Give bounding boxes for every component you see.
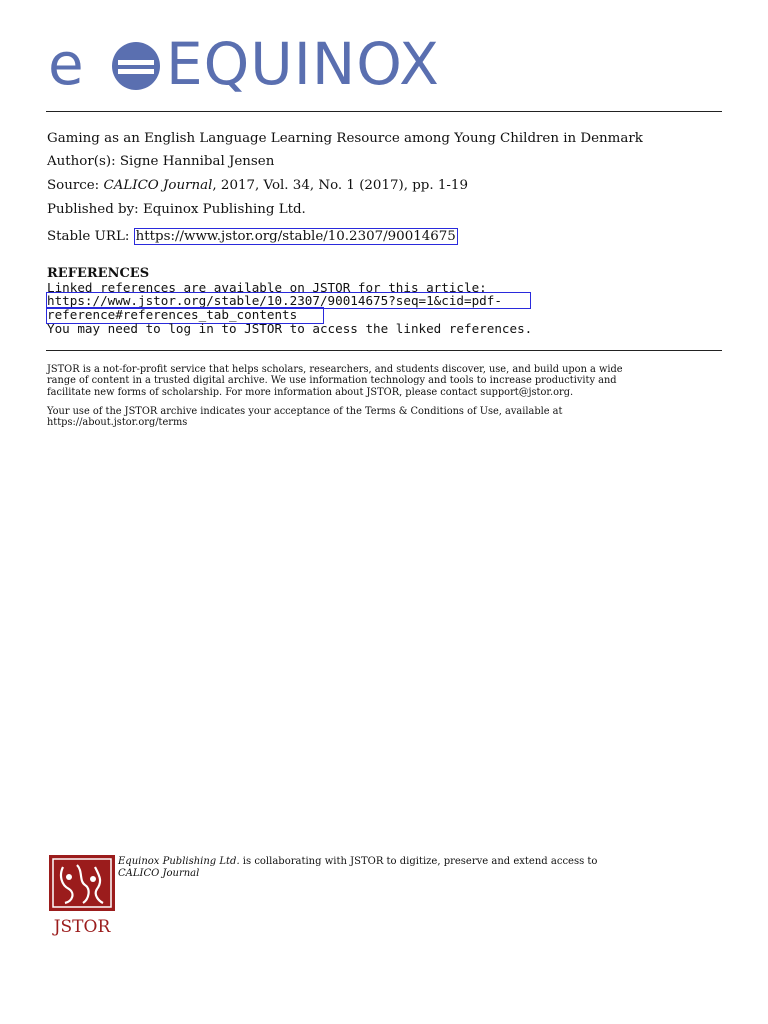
notice-p1-line2: range of content in a trusted digital archive. We use information technology and tools to increase productivity and bbox=[47, 375, 617, 386]
notice-p2-line1: Your use of the JSTOR archive indicates your acceptance of the Terms & Conditions of Use, available at bbox=[47, 406, 563, 417]
journal-name: CALICO Journal bbox=[103, 178, 213, 193]
source-label: Source: bbox=[47, 178, 100, 193]
top-divider bbox=[46, 111, 722, 112]
stable-url-link[interactable]: https://www.jstor.org/stable/10.2307/90014675 bbox=[135, 229, 456, 244]
notice-p1-line3: facilitate new forms of scholarship. For more information about JSTOR, please contact support@jstor.org. bbox=[47, 387, 574, 398]
footer-journal: CALICO Journal bbox=[118, 867, 200, 879]
footer-publisher: Equinox Publishing Ltd. bbox=[118, 856, 240, 867]
jstor-logo-text: JSTOR bbox=[53, 917, 111, 937]
stable-url-line bbox=[47, 229, 458, 245]
publisher-name: Equinox Publishing Ltd. bbox=[142, 202, 306, 217]
references-link-line1[interactable]: https://www.jstor.org/stable/10.2307/90014675?seq=1&cid=pdf- bbox=[47, 293, 502, 308]
jstor-logo bbox=[49, 855, 115, 935]
article-title: Gaming as an English Language Learning Resource among Young Children in Denmark bbox=[47, 131, 643, 146]
mid-divider bbox=[46, 350, 722, 351]
source-line bbox=[47, 178, 468, 194]
published-label: Published by: bbox=[47, 202, 139, 217]
stable-url-label: Stable URL: bbox=[47, 229, 130, 244]
equinox-logo bbox=[44, 30, 440, 98]
references-intro: Linked references are available on JSTOR for this article: bbox=[47, 280, 487, 295]
authors: Signe Hannibal Jensen bbox=[119, 154, 275, 169]
terms-url[interactable]: https://about.jstor.org/terms bbox=[47, 417, 188, 428]
references-link-line2[interactable]: reference#references_tab_contents bbox=[47, 307, 298, 322]
footer-text bbox=[118, 856, 597, 879]
references-heading: REFERENCES bbox=[47, 266, 150, 281]
references-login-note: You may need to log in to JSTOR to access the linked references. bbox=[47, 321, 533, 336]
authors-line bbox=[47, 154, 274, 170]
authors-label: Author(s): bbox=[47, 154, 116, 169]
published-line bbox=[47, 202, 306, 218]
equinox-logo-text: EQUINOX bbox=[166, 30, 440, 98]
source-details: , 2017, Vol. 34, No. 1 (2017), pp. 1-19 bbox=[212, 178, 468, 193]
footer-collab-text: is collaborating with JSTOR to digitize, preserve and extend access to bbox=[239, 856, 598, 867]
notice-p1-line1: JSTOR is a not-for-profit service that helps scholars, researchers, and students discover, use, and build upon a wide bbox=[47, 364, 623, 375]
svg-text:e: e bbox=[48, 30, 86, 98]
